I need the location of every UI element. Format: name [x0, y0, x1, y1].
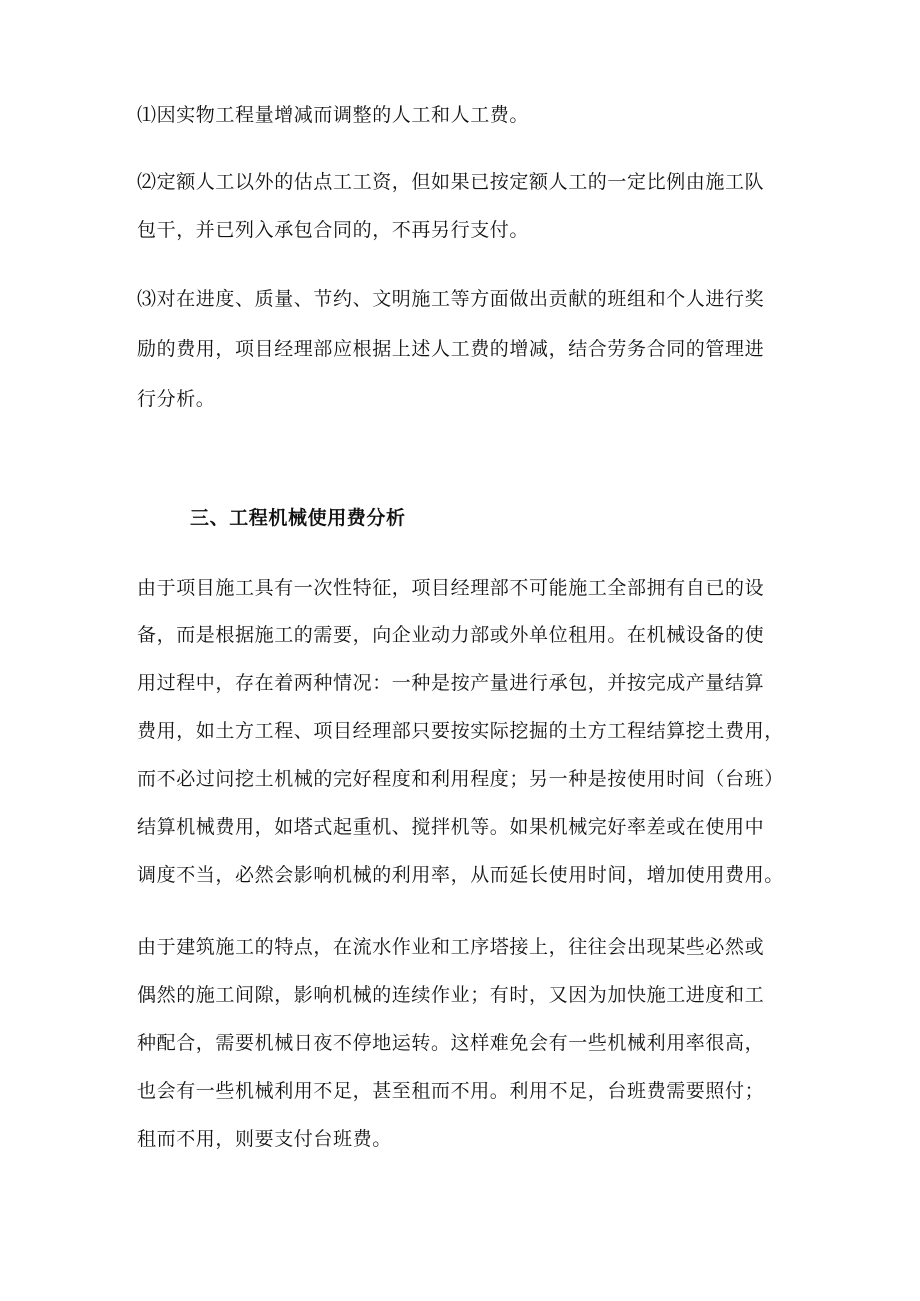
paragraph-1-line-5: 而不必过问挖土机械的完好程度和利用程度；另一种是按使用时间（台班） — [137, 768, 784, 790]
paragraph-1-line-7: 调度不当，必然会影响机械的利用率，从而延长使用时间，增加使用费用。 — [137, 864, 784, 886]
paragraph-2-line-1: 由于建筑施工的特点，在流水作业和工序塔接上，往往会出现某些必然或 — [137, 936, 765, 958]
list-item-2-line-1: ⑵定额人工以外的估点工工资，但如果已按定额人工的一定比例由施工队 — [137, 171, 765, 193]
list-item-1-line-1: ⑴因实物工程量增减而调整的人工和人工费。 — [137, 104, 530, 126]
list-item-3-line-3: 行分析。 — [137, 388, 216, 410]
paragraph-1-line-6: 结算机械费用，如塔式起重机、搅拌机等。如果机械完好率差或在使用中 — [137, 816, 765, 838]
paragraph-2-line-4: 也会有一些机械利用不足，甚至租而不用。利用不足，台班费需要照付； — [137, 1080, 765, 1102]
list-item-3-line-2: 励的费用，项目经理部应根据上述人工费的增减，结合劳务合同的管理进 — [137, 338, 765, 360]
paragraph-1-line-4: 费用，如土方工程、项目经理部只要按实际挖掘的土方工程结算挖土费用， — [137, 720, 784, 742]
paragraph-2-line-5: 租而不用，则要支付台班费。 — [137, 1128, 392, 1150]
section-heading: 三、工程机械使用费分析 — [190, 507, 406, 529]
paragraph-2-line-2: 偶然的施工间隙，影响机械的连续作业；有时，又因为加快施工进度和工 — [137, 984, 765, 1006]
paragraph-1-line-2: 备，而是根据施工的需要，向企业动力部或外单位租用。在机械设备的使 — [137, 624, 765, 646]
paragraph-2-line-3: 种配合，需要机械日夜不停地运转。这样难免会有一些机械利用率很高， — [137, 1032, 765, 1054]
list-item-2-line-2: 包干，并已列入承包合同的，不再另行支付。 — [137, 219, 530, 241]
paragraph-1-line-3: 用过程中，存在着两种情况：一种是按产量进行承包，并按完成产量结算 — [137, 672, 765, 694]
paragraph-1-line-1: 由于项目施工具有一次性特征，项目经理部不可能施工全部拥有自已的设 — [137, 577, 765, 599]
list-item-3-line-1: ⑶对在进度、质量、节约、文明施工等方面做出贡献的班组和个人进行奖 — [137, 288, 765, 310]
